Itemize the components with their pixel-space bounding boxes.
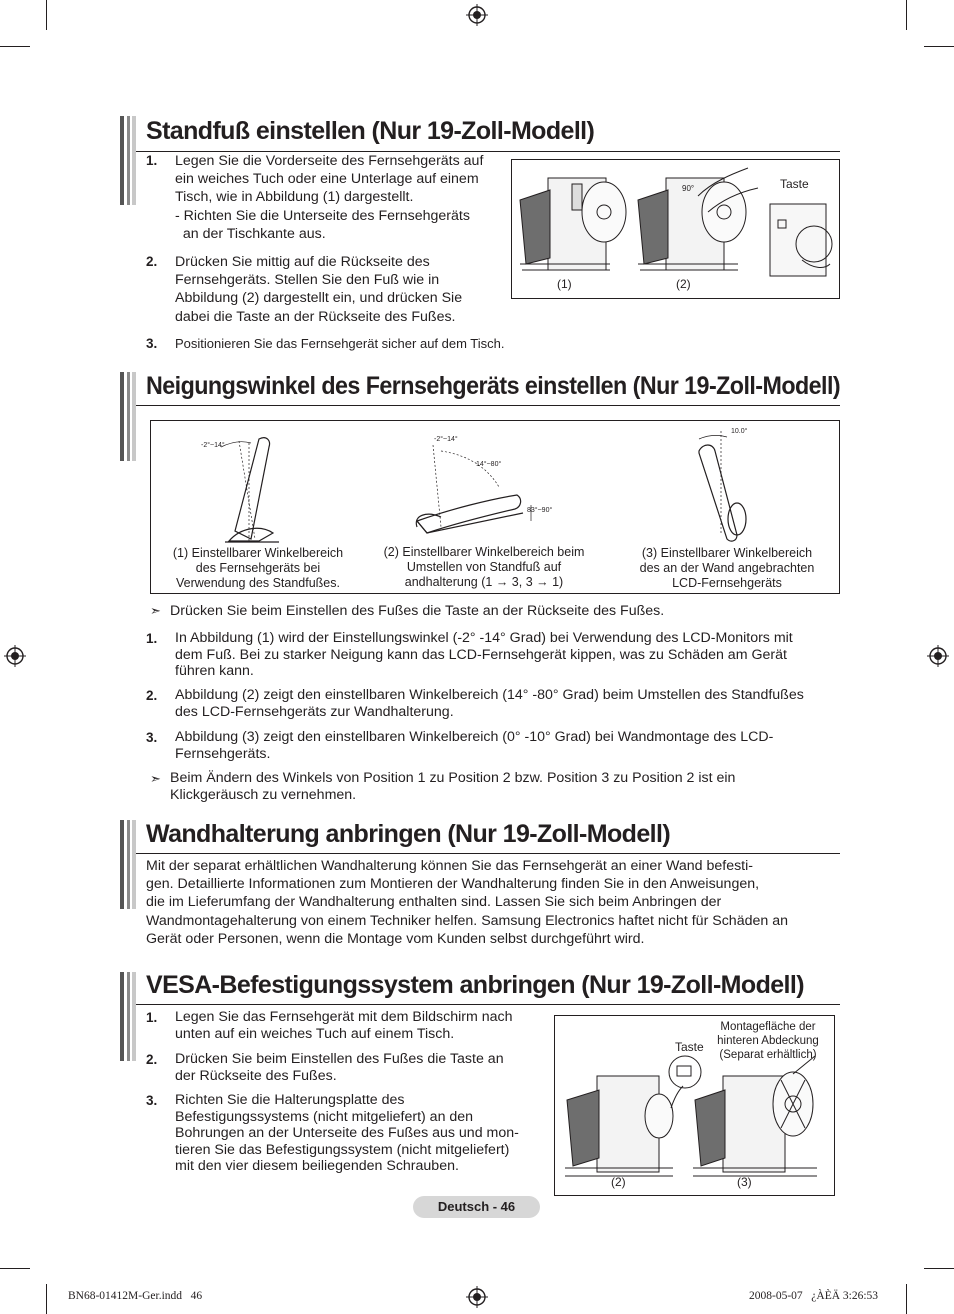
step-text: Abbildung (3) zeigt den einstellbaren Winkelbereich (0° -10° Grad) bei Wandmontage des LCD- Fernsehgeräts. (175, 729, 774, 762)
crop-mark (906, 1284, 907, 1314)
registration-mark-icon (4, 645, 26, 667)
body-text: Mit der separat erhältlichen Wandhalterung können Sie das Fernsehgerät an einer Wand befesti- gen. Detaillierte Informationen zum Montieren der Wandhalterung finden Sie in den Anweisungen, die im Lieferumfang der Wandhalterung enthalten sind. Lassen Sie sich beim Anbringen der Wandmontagehalterung von einem Techniker helfen. Samsung Electronics haftet nicht für Schäden an Gerät oder Personen, wenn die Montage vom Kunden selbst durchgeführt wird. (146, 858, 788, 947)
figure-label: (2) (611, 1175, 626, 1189)
tilt-angle-figure (150, 420, 840, 594)
section-marker (120, 972, 136, 1061)
button-label: Taste (780, 177, 809, 191)
note-text: Beim Ändern des Winkels von Position 1 zu Position 2 bzw. Position 3 zu Position 2 ist ein Klickgeräusch zu vernehmen. (170, 770, 736, 803)
step-number: 1. (146, 1010, 158, 1025)
step-number: 1. (146, 153, 158, 168)
crop-mark (924, 46, 954, 47)
angle-label: -2°~14° (201, 442, 225, 449)
figure-caption: (3) Einstellbarer Winkelbereich des an der Wand angebrachten LCD-Fernsehgeräts (639, 546, 815, 590)
step-text: In Abbildung (1) wird der Einstellungswinkel (-2° -14° Grad) bei Verwendung des LCD-Monitors mit dem Fuß. Bei zu starker Neigung kann das LCD-Fernsehgerät kippen, was zu Schäden am Gerät führen kann. (175, 630, 793, 679)
section-title: VESA-Befestigungssystem anbringen (Nur 19-Zoll-Modell) (146, 971, 804, 999)
step-number: 1. (146, 631, 158, 646)
crop-mark (46, 1284, 47, 1314)
step-number: 2. (146, 1052, 158, 1067)
section-title: Neigungswinkel des Fernsehgeräts einstellen (Nur 19-Zoll-Modell) (146, 372, 841, 400)
figure-label: (3) (737, 1175, 752, 1189)
figure-label: (2) (676, 277, 691, 291)
divider (136, 1004, 840, 1005)
figure-caption: (2) Einstellbarer Winkelbereich beim Umstellen von Standfuß auf andhalterung (1 → 3, 3 → 1) (383, 545, 585, 589)
section-marker (120, 820, 136, 909)
crop-mark (906, 0, 907, 30)
note-symbol: ➣ (150, 603, 161, 618)
step-number: 3. (146, 1093, 158, 1108)
timestamp-slug: 2008-05-07 ¿ÀÈÄ 3:26:53 (749, 1290, 879, 1302)
angle-label: 90° (682, 184, 695, 193)
section-marker (120, 116, 136, 205)
registration-mark-icon (466, 4, 488, 26)
step-text: Legen Sie die Vorderseite des Fernsehgeräts auf ein weiches Tuch oder eine Unterlage auf einem Tisch, wie in Abbildung (1) dargestellt. - Richten Sie die Unterseite des Fernsehgeräts an der Tischkante aus. (175, 153, 484, 242)
button-label: Taste (675, 1040, 704, 1054)
crop-mark (0, 46, 30, 47)
step-number: 3. (146, 336, 158, 351)
crop-mark (46, 0, 47, 30)
step-number: 2. (146, 688, 158, 703)
angle-label: -2°~14° (434, 436, 458, 443)
registration-mark-icon (466, 1286, 488, 1308)
step-number: 3. (146, 730, 158, 745)
registration-mark-icon (927, 645, 949, 667)
note-symbol: ➣ (150, 771, 161, 786)
section-marker (120, 372, 136, 461)
divider (136, 405, 840, 406)
angle-label: 83°~90° (527, 507, 553, 514)
angle-label: 10.0° (731, 428, 748, 435)
figure-caption: (1) Einstellbarer Winkelbereich des Fernsehgeräts bei Verwendung des Standfußes. (172, 546, 344, 590)
vesa-figure (554, 1015, 835, 1196)
crop-mark (0, 1268, 30, 1269)
step-text: Abbildung (2) zeigt den einstellbaren Winkelbereich (14° -80° Grad) beim Umstellen des Standfußes des LCD-Fernsehgeräts zur Wandhalterung. (175, 687, 804, 720)
step-text: Drücken Sie beim Einstellen des Fußes die Taste an der Rückseite des Fußes. (175, 1051, 504, 1084)
note-text: Drücken Sie beim Einstellen des Fußes die Taste an der Rückseite des Fußes. (170, 603, 665, 619)
crop-mark (924, 1268, 954, 1269)
cover-label: Montagefläche der hinteren Abdeckung (Separat erhältlich) (717, 1021, 819, 1061)
section-title: Wandhalterung anbringen (Nur 19-Zoll-Modell) (146, 820, 671, 848)
step-text: Positionieren Sie das Fernsehgerät sicher auf dem Tisch. (175, 336, 505, 351)
section-title: Standfuß einstellen (Nur 19-Zoll-Modell) (146, 117, 595, 145)
step-text: Drücken Sie mittig auf die Rückseite des Fernsehgeräts. Stellen Sie den Fuß wie in Abbildung (2) dargestellt ein, und drücken Sie dabei die Taste an der Rückseite des Fußes. (175, 254, 463, 325)
stand-adjust-figure (511, 159, 840, 299)
page-number-badge: Deutsch - 46 (413, 1196, 540, 1218)
step-text: Legen Sie das Fernsehgerät mit dem Bildschirm nach unten auf ein weiches Tuch auf einem Tisch. (175, 1009, 513, 1042)
divider (136, 853, 840, 854)
file-slug: BN68-01412M-Ger.indd 46 (68, 1290, 203, 1302)
step-number: 2. (146, 254, 158, 269)
angle-label: 14°~80° (476, 461, 502, 468)
figure-label: (1) (557, 277, 572, 291)
step-text: Richten Sie die Halterungsplatte des Befestigungssystems (nicht mitgeliefert) an den Bohrungen an der Unterseite des Fußes aus und mon- tieren Sie das Befestigungssystem (nicht mitgeliefert) mit den vier diesem beiliegenden Schrauben. (175, 1092, 519, 1174)
